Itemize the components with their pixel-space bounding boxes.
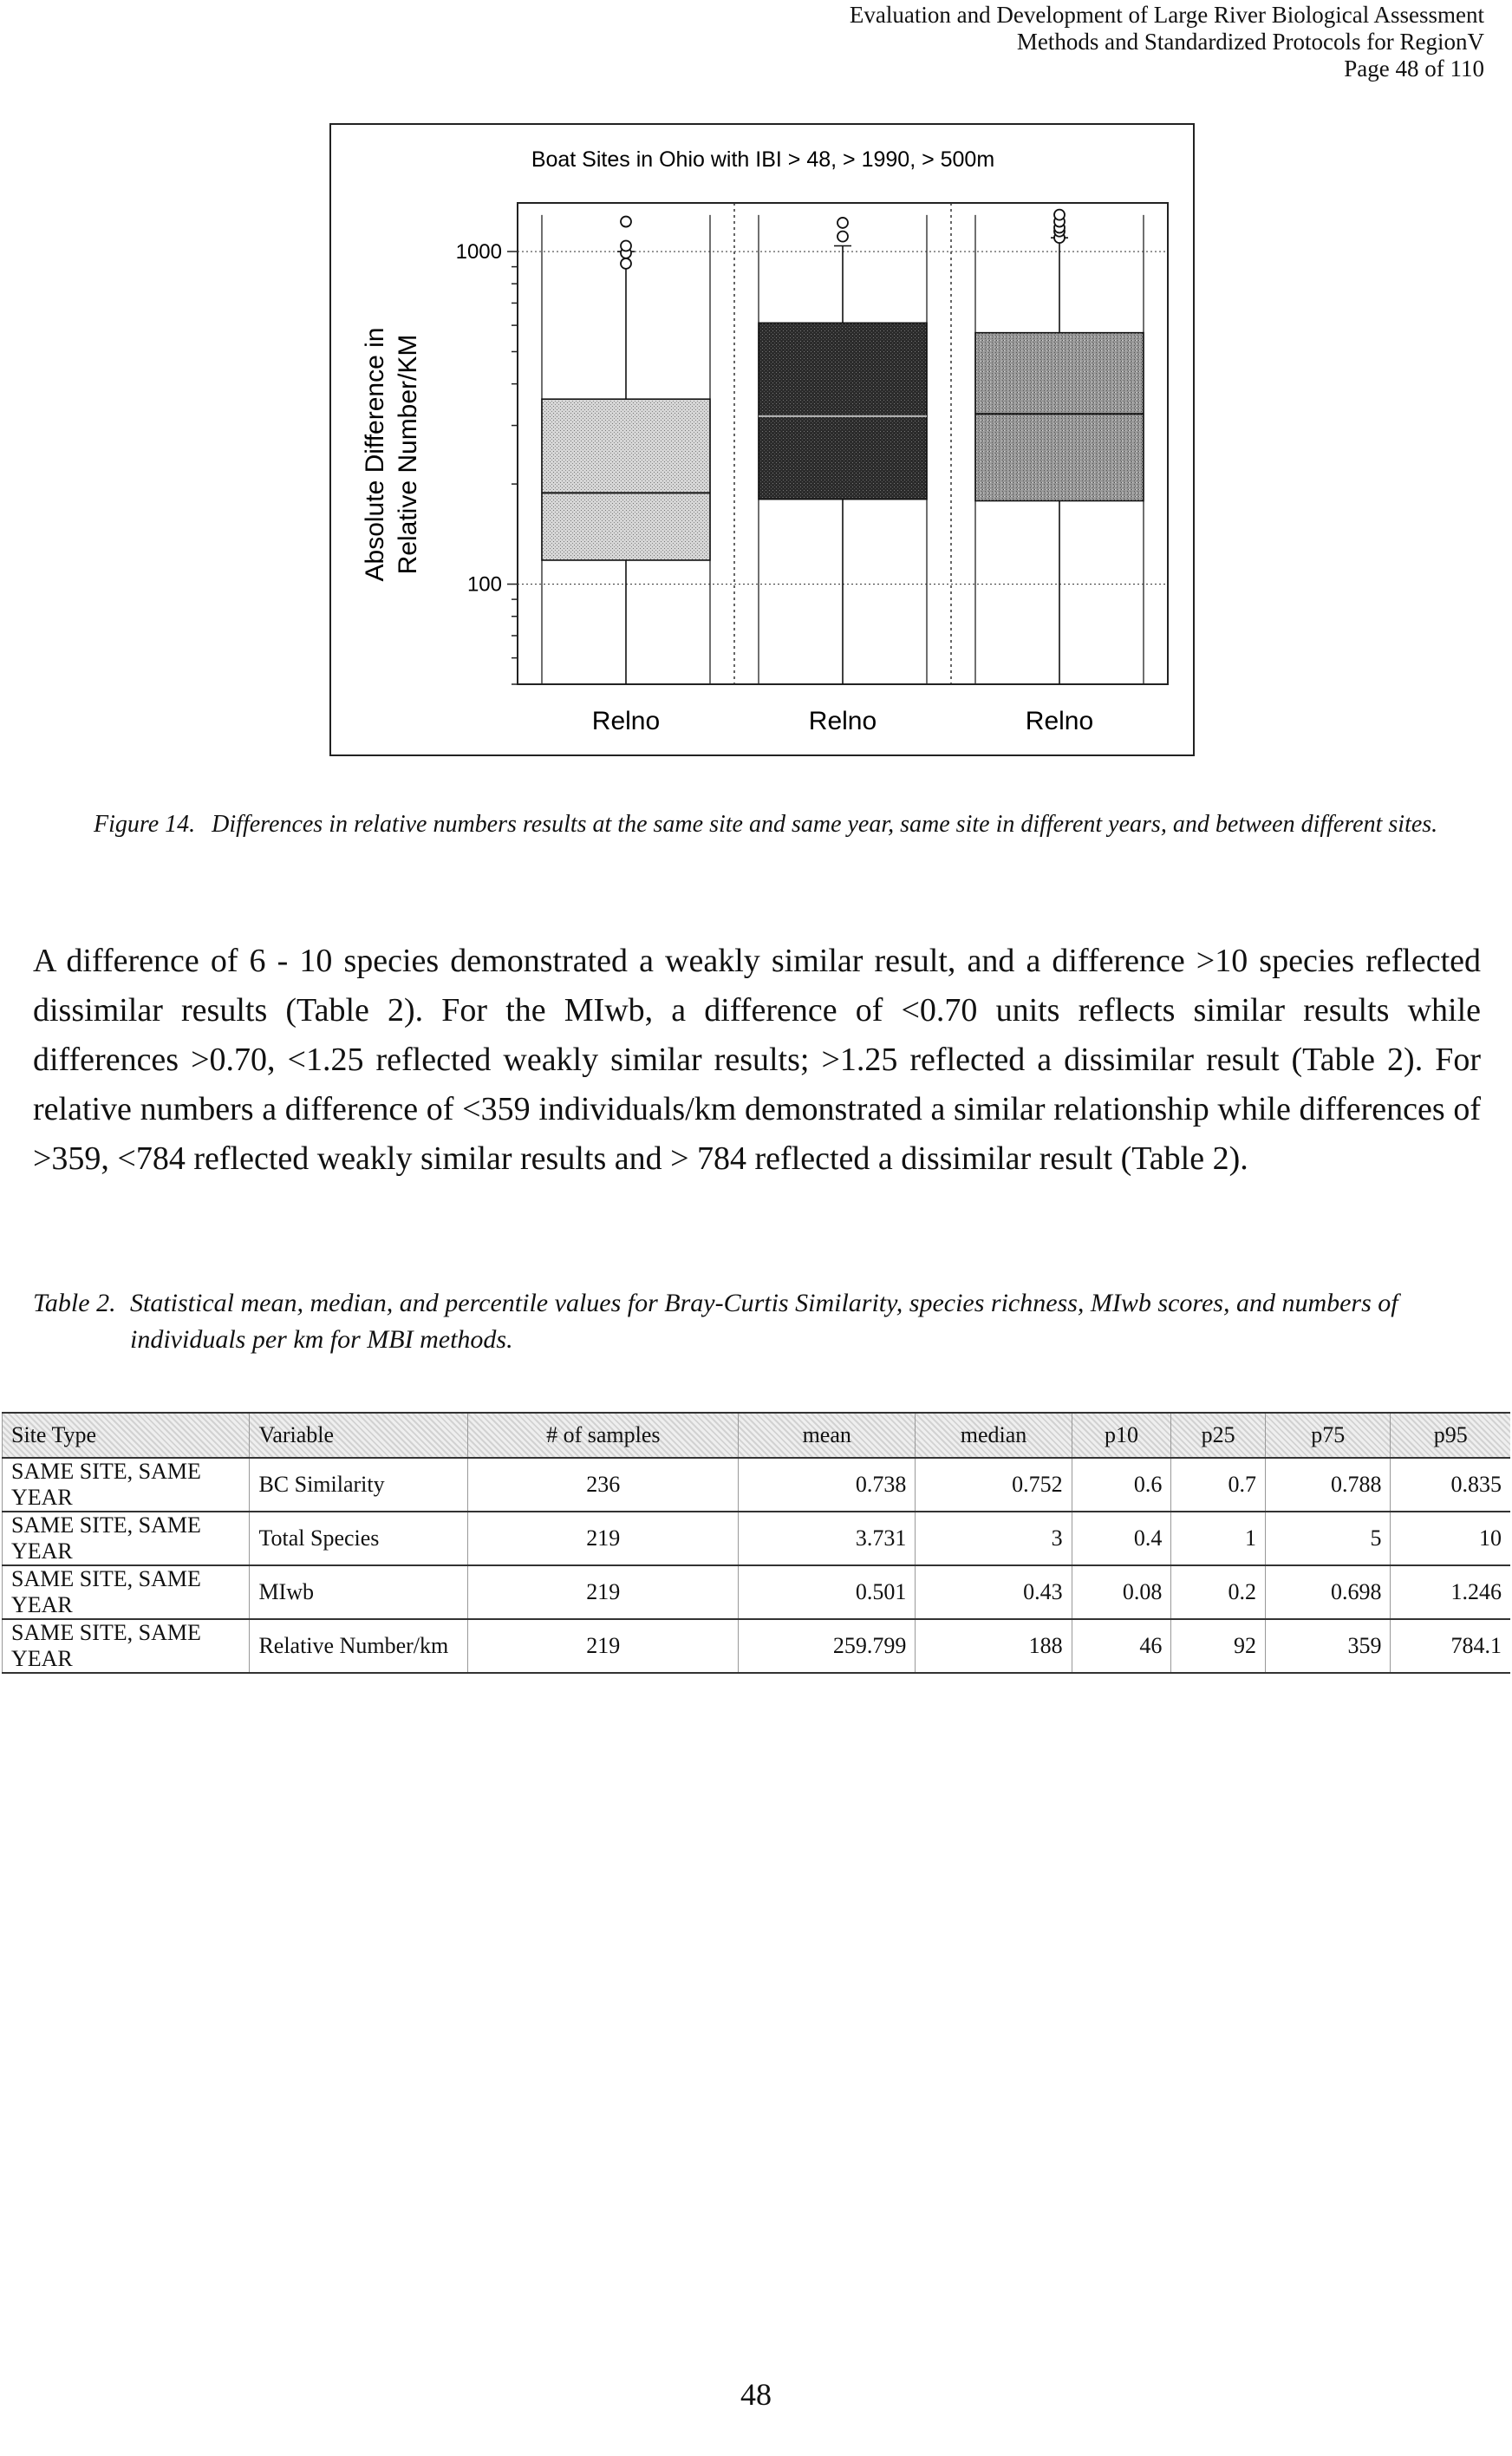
y-axis-label-line-2: Relative Number/KM: [394, 334, 422, 575]
header-title-line-1: Evaluation and Development of Large River Biological Assessment: [849, 2, 1484, 28]
body-paragraph: A difference of 6 - 10 species demonstrated a weakly similar result, and a difference >10 species reflected dissimilar results (Table 2). For the MIwb, a difference of <0.70 units reflects similar results while differences >0.70, <1.25 reflected weakly similar results; >1.25 reflected a dissimilar result (Table 2). For relative numbers a difference of <359 individuals/km demonstrated a similar relationship while differences of >359, <784 reflected weakly similar results and > 784 reflected a dissimilar result (Table 2).: [33, 943, 1481, 1177]
column-header-median: median: [916, 1413, 1072, 1458]
column-header-site-type: Site Type: [3, 1413, 250, 1458]
page-number: 48: [740, 2377, 772, 2412]
cell-p25: 0.2: [1171, 1565, 1266, 1619]
cell-site-type: SAME SITE, SAME YEAR: [3, 1619, 250, 1673]
cell-median: 0.752: [916, 1458, 1072, 1512]
column-header-p75: p75: [1265, 1413, 1391, 1458]
cell-p25: 0.7: [1171, 1458, 1266, 1512]
column-header-p95: p95: [1391, 1413, 1510, 1458]
outlier-point: [621, 241, 631, 251]
cell-p95: 0.835: [1391, 1458, 1510, 1512]
cell-variable: MIwb: [250, 1565, 468, 1619]
cell-samples: 236: [468, 1458, 739, 1512]
figure-caption-text: Differences in relative numbers results at the same site and same year, same site in different years, and between different sites.: [212, 811, 1438, 838]
cell-variable: BC Similarity: [250, 1458, 468, 1512]
table-row: [3, 1619, 1511, 1673]
table-caption-text: Statistical mean, median, and percentile values for Bray-Curtis Similarity, species richness, MIwb scores, and numbers of individuals per km for MBI methods.: [130, 1289, 1398, 1354]
x-category-label: Relno: [1025, 707, 1094, 735]
cell-p75: 359: [1265, 1619, 1391, 1673]
cell-p95: 1.246: [1391, 1565, 1510, 1619]
table-header-row: [3, 1413, 1511, 1458]
column-header-mean: mean: [739, 1413, 916, 1458]
cell-mean: 3.731: [739, 1512, 916, 1565]
cell-mean: 0.501: [739, 1565, 916, 1619]
figure-caption: [94, 808, 1446, 841]
header-page-indicator: Page 48 of 110: [1344, 56, 1484, 82]
chart-title: Boat Sites in Ohio with IBI > 48, > 1990, > 500m: [531, 147, 995, 172]
table-row: [3, 1565, 1511, 1619]
cell-p10: 0.08: [1072, 1565, 1171, 1619]
column-header-variable: Variable: [250, 1413, 468, 1458]
outlier-point: [621, 217, 631, 227]
cell-p10: 0.6: [1072, 1458, 1171, 1512]
cell-variable: Relative Number/km: [250, 1619, 468, 1673]
figure-label: Figure 14.: [94, 811, 196, 838]
cell-samples: 219: [468, 1565, 739, 1619]
cell-mean: 259.799: [739, 1619, 916, 1673]
figure-14-chart: [329, 123, 1195, 756]
cell-site-type: SAME SITE, SAME YEAR: [3, 1512, 250, 1565]
x-category-label: Relno: [808, 707, 877, 735]
box-plot-svg: [331, 125, 1193, 754]
cell-p10: 0.4: [1072, 1512, 1171, 1565]
outlier-point: [621, 258, 631, 269]
cell-samples: 219: [468, 1512, 739, 1565]
cell-p25: 1: [1171, 1512, 1266, 1565]
cell-p95: 784.1: [1391, 1619, 1510, 1673]
header-title-line-2: Methods and Standardized Protocols for RegionV: [1016, 29, 1484, 55]
cell-p95: 10: [1391, 1512, 1510, 1565]
table-row: [3, 1458, 1511, 1512]
column-header-samples: # of samples: [468, 1413, 739, 1458]
page-header: [850, 2, 1484, 82]
table-label: Table 2.: [33, 1289, 116, 1317]
cell-site-type: SAME SITE, SAME YEAR: [3, 1565, 250, 1619]
cell-p25: 92: [1171, 1619, 1266, 1673]
cell-p75: 5: [1265, 1512, 1391, 1565]
outlier-point: [1054, 210, 1065, 220]
y-axis-label: [361, 328, 422, 582]
table-caption: [33, 1285, 1472, 1358]
cell-samples: 219: [468, 1619, 739, 1673]
table-row: [3, 1512, 1511, 1565]
cell-site-type: SAME SITE, SAME YEAR: [3, 1458, 250, 1512]
cell-mean: 0.738: [739, 1458, 916, 1512]
y-tick-label: 1000: [455, 240, 502, 265]
cell-median: 0.43: [916, 1565, 1072, 1619]
cell-p75: 0.788: [1265, 1458, 1391, 1512]
cell-p75: 0.698: [1265, 1565, 1391, 1619]
cell-median: 3: [916, 1512, 1072, 1565]
box-body: [542, 399, 710, 560]
box-body: [759, 323, 927, 499]
cell-variable: Total Species: [250, 1512, 468, 1565]
column-header-p25: p25: [1171, 1413, 1266, 1458]
outlier-point: [837, 232, 848, 242]
outlier-point: [837, 218, 848, 228]
column-header-p10: p10: [1072, 1413, 1171, 1458]
box-body: [975, 333, 1144, 501]
y-tick-label: 100: [466, 572, 502, 597]
y-axis-label-line-1: Absolute Difference in: [361, 327, 389, 582]
statistics-table: [2, 1412, 1510, 1674]
x-category-label: Relno: [591, 707, 661, 735]
cell-median: 188: [916, 1619, 1072, 1673]
cell-p10: 46: [1072, 1619, 1171, 1673]
